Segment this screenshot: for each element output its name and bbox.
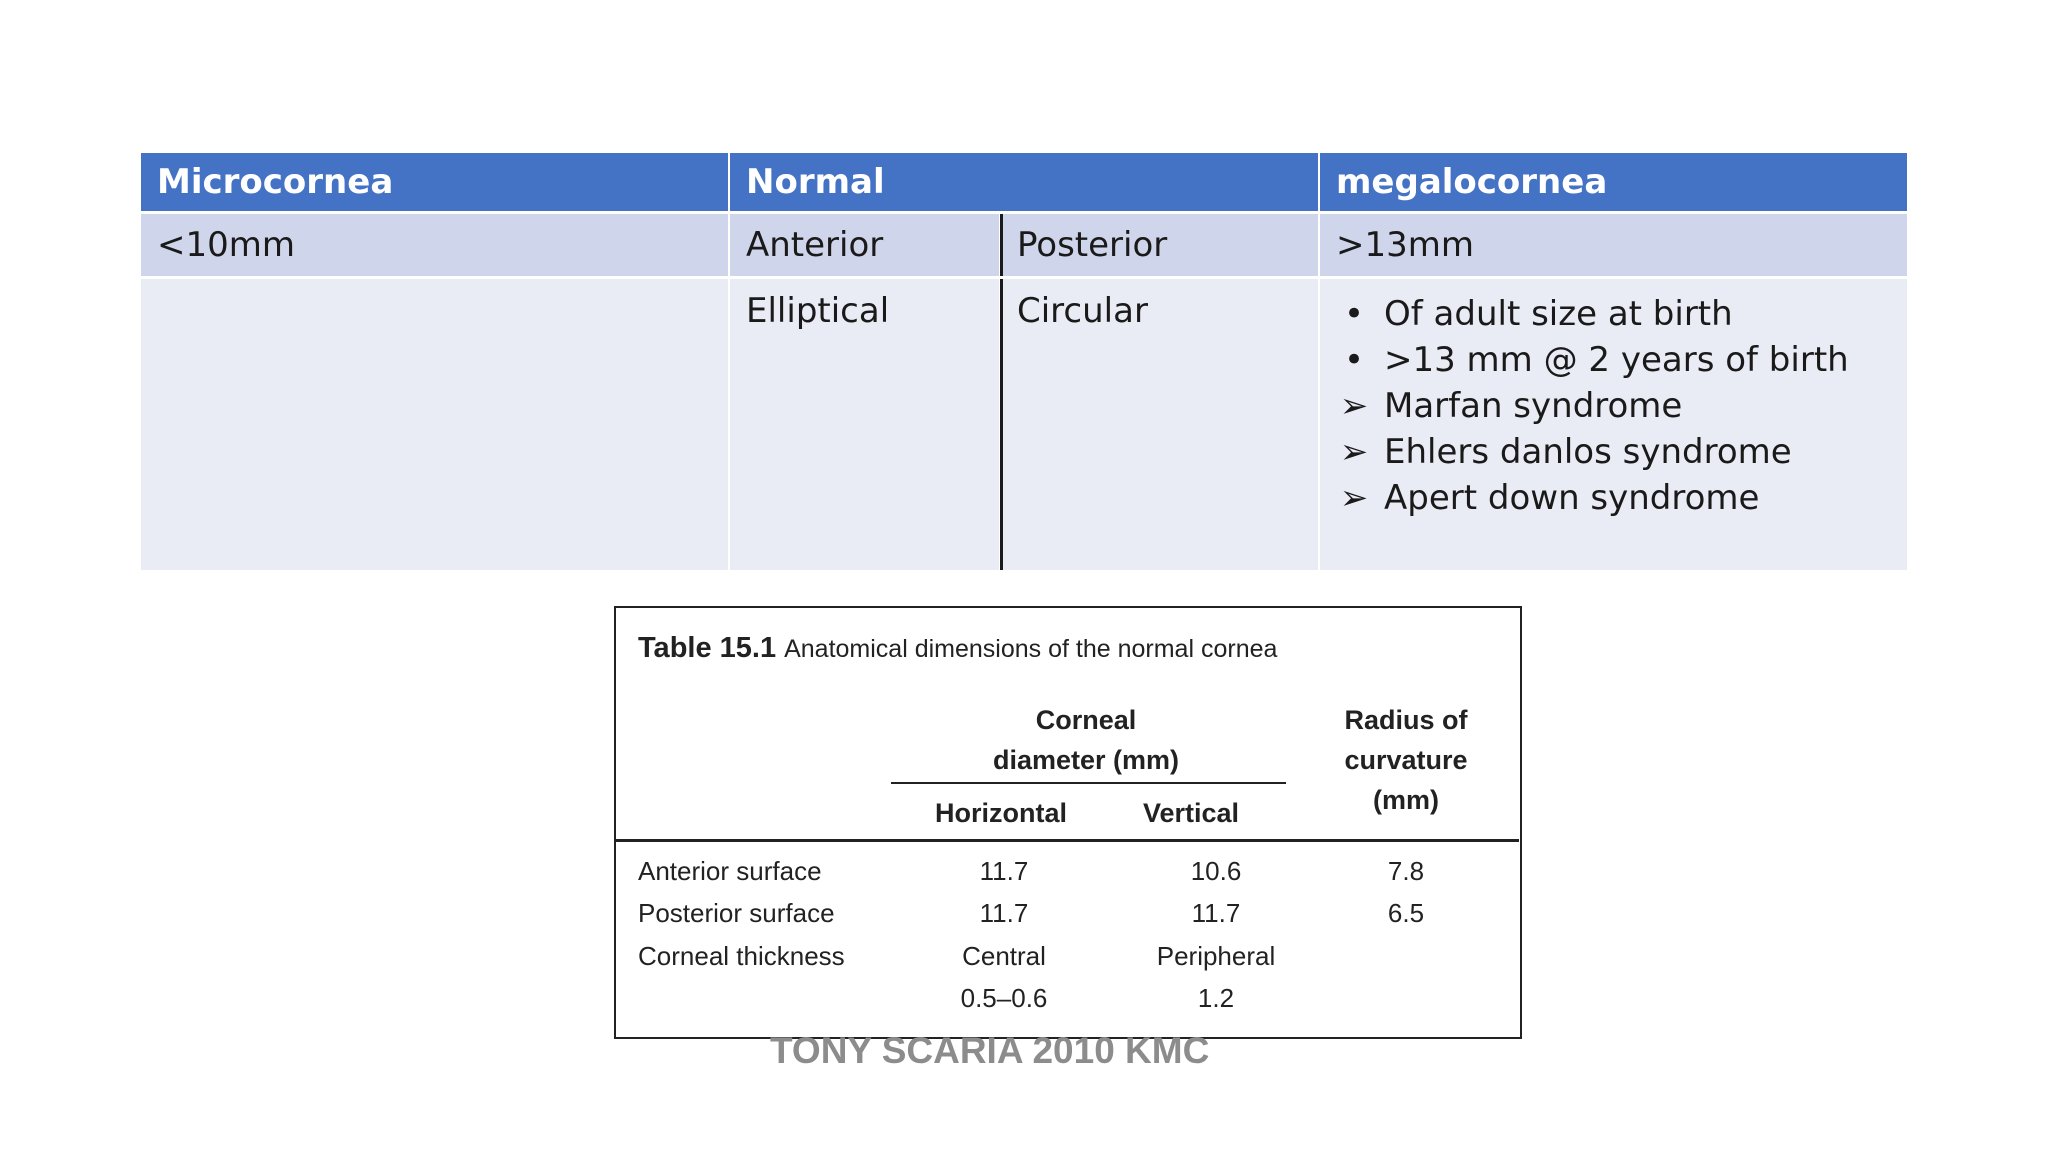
arrow-bullet-icon: ➢ <box>1339 386 1369 426</box>
list-item-text: Marfan syndrome <box>1384 386 1683 426</box>
list-item-text: Apert down syndrome <box>1384 478 1760 518</box>
bullet-icon: • <box>1343 340 1365 380</box>
caption-text: Anatomical dimensions of the normal cornea <box>784 635 1278 663</box>
comparison-table <box>141 153 1907 570</box>
col-horizontal: Horizontal <box>935 798 1067 828</box>
header-megalocornea: megalocornea <box>1320 153 1907 211</box>
list-item <box>1336 291 1907 337</box>
arrow-bullet-icon: ➢ <box>1339 432 1369 472</box>
cell-horizontal: 11.7 <box>979 898 1029 928</box>
list-item-text: >13 mm @ 2 years of birth <box>1384 340 1849 380</box>
header-divider <box>616 839 1519 842</box>
normal-posterior-label: Posterior <box>1000 214 1318 276</box>
header-microcornea: Microcornea <box>141 153 728 211</box>
normal-anterior-shape: Elliptical <box>730 279 999 570</box>
cell-horizontal: Central <box>962 941 1046 971</box>
cell-vertical: 11.7 <box>1191 898 1241 928</box>
group-header-rule <box>891 782 1286 784</box>
cell-vertical: Peripheral <box>1156 941 1276 971</box>
mega-body-cell <box>1320 279 1907 570</box>
list-item <box>1336 337 1907 383</box>
list-item <box>1336 429 1907 475</box>
normal-posterior-shape: Circular <box>1000 279 1318 570</box>
textbook-table-figure <box>614 606 1522 1039</box>
list-item-text: Of adult size at birth <box>1384 294 1733 334</box>
header-line: Corneal <box>1035 705 1137 735</box>
header-line: diameter (mm) <box>992 745 1180 775</box>
cell-radius: 7.8 <box>1387 856 1425 886</box>
header-normal: Normal <box>730 153 1318 211</box>
list-item-text: Ehlers danlos syndrome <box>1384 432 1792 472</box>
col-vertical: Vertical <box>1142 798 1240 828</box>
megalocornea-list <box>1336 291 1907 521</box>
normal-anterior-label: Anterior <box>730 214 999 276</box>
cell-radius: 6.5 <box>1387 898 1425 928</box>
header-line: (mm) <box>1373 785 1439 815</box>
radius-header <box>1306 700 1506 820</box>
micro-body-cell <box>141 279 728 570</box>
row-label: Posterior surface <box>638 898 835 928</box>
row-label: Anterior surface <box>638 856 822 886</box>
footer-credit: TONY SCARIA 2010 KMC <box>770 1030 1210 1071</box>
cell-vertical: 1.2 <box>1197 983 1235 1013</box>
cell-vertical: 10.6 <box>1190 856 1242 886</box>
header-line: curvature <box>1344 745 1468 775</box>
row-label: Corneal thickness <box>638 941 845 971</box>
list-item <box>1336 383 1907 429</box>
caption-label: Table 15.1 <box>638 632 777 664</box>
bullet-icon: • <box>1343 294 1365 334</box>
mega-size-cell: >13mm <box>1320 214 1907 276</box>
table-caption <box>638 632 1277 665</box>
cell-horizontal: 11.7 <box>979 856 1029 886</box>
arrow-bullet-icon: ➢ <box>1339 478 1369 518</box>
header-line: Radius of <box>1344 705 1468 735</box>
list-item <box>1336 475 1907 521</box>
cell-horizontal: 0.5–0.6 <box>960 983 1048 1013</box>
corneal-diameter-header <box>886 700 1286 780</box>
micro-size-cell: <10mm <box>141 214 728 276</box>
